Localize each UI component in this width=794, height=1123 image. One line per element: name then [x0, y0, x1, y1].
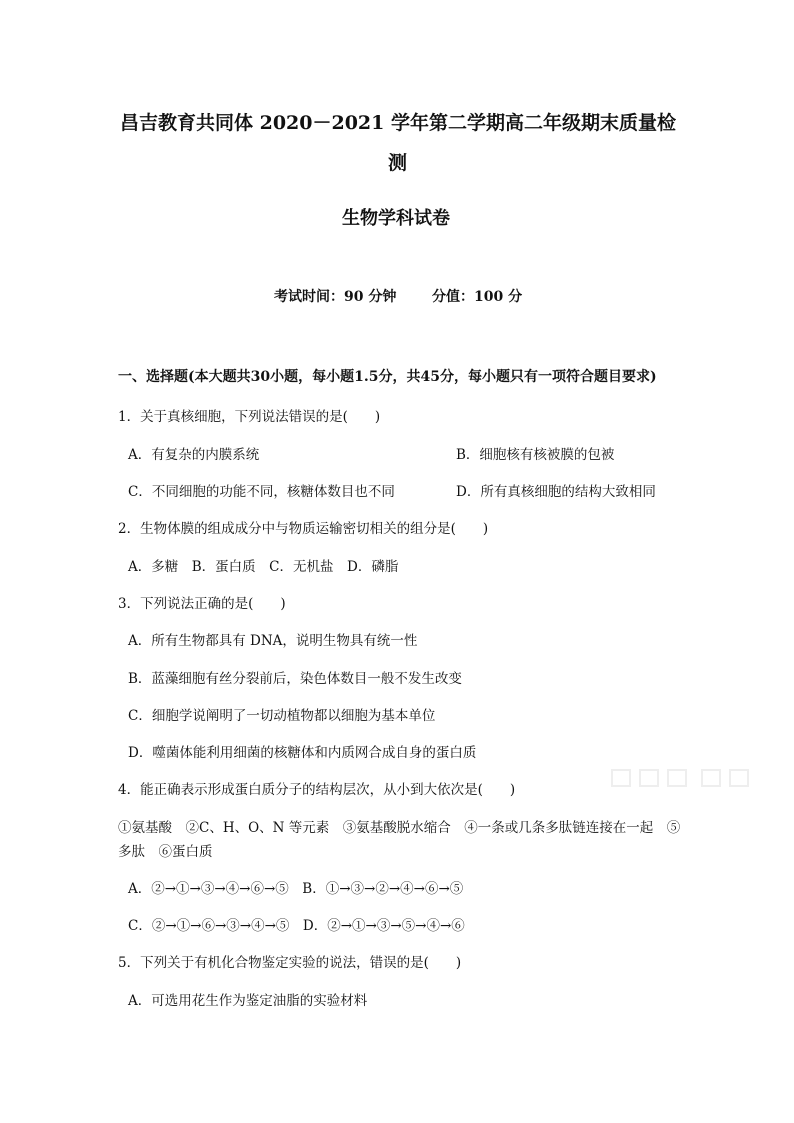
exam-title-line2: 测	[388, 152, 408, 174]
question-4-items-line2: 多肽 ⑥蛋白质	[118, 844, 213, 860]
question-2-options: A．多糖 B．蛋白质 C．无机盐 D．磷脂	[128, 559, 399, 575]
question-3-option-d: D．噬菌体能利用细菌的核糖体和内质网合成自身的蛋白质	[128, 745, 477, 761]
question-3-option-a: A．所有生物都具有 DNA，说明生物具有统一性	[128, 633, 418, 649]
exam-title-line1: 昌吉教育共同体 2020－2021 学年第二学期高二年级期末质量检	[120, 112, 676, 134]
question-4-items-line1: ①氨基酸 ②C、H、O、N 等元素 ③氨基酸脱水缩合 ④一条或几条多肽链连接在一起 ⑤	[118, 820, 681, 836]
exam-score: 分值：100 分	[432, 289, 523, 305]
exam-subject: 生物学科试卷	[342, 208, 450, 229]
question-4-stem: 4．能正确表示形成蛋白质分子的结构层次，从小到大依次是( )	[118, 782, 516, 798]
question-5-stem: 5．下列关于有机化合物鉴定实验的说法，错误的是( )	[118, 955, 462, 971]
question-1-option-c: C．不同细胞的功能不同，核糖体数目也不同	[128, 484, 395, 500]
question-3-option-b: B．蓝藻细胞有丝分裂前后，染色体数目一般不发生改变	[128, 671, 462, 687]
question-2-stem: 2．生物体膜的组成成分中与物质运输密切相关的组分是( )	[118, 521, 489, 537]
question-1-option-d: D．所有真核细胞的结构大致相同	[456, 484, 656, 500]
section-heading: 一、选择题(本大题共30小题，每小题1.5分，共45分，每小题只有一项符合题目要求)	[118, 369, 657, 385]
question-1-stem: 1．关于真核细胞，下列说法错误的是( )	[118, 409, 381, 425]
watermark-graphic	[610, 762, 760, 792]
question-4-options-cd: C．②→①→⑥→③→④→⑤ D．②→①→③→⑤→④→⑥	[128, 918, 465, 934]
question-1-option-a: A．有复杂的内膜系统	[128, 447, 260, 463]
question-4-options-ab: A．②→①→③→④→⑥→⑤ B．①→③→②→④→⑥→⑤	[128, 881, 464, 897]
exam-time: 考试时间：90 分钟	[274, 289, 397, 305]
question-3-option-c: C．细胞学说阐明了一切动植物都以细胞为基本单位	[128, 708, 436, 724]
question-5-option-a: A．可选用花生作为鉴定油脂的实验材料	[128, 993, 368, 1009]
question-1-option-b: B．细胞核有核被膜的包被	[456, 447, 615, 463]
question-3-stem: 3．下列说法正确的是( )	[118, 596, 286, 612]
